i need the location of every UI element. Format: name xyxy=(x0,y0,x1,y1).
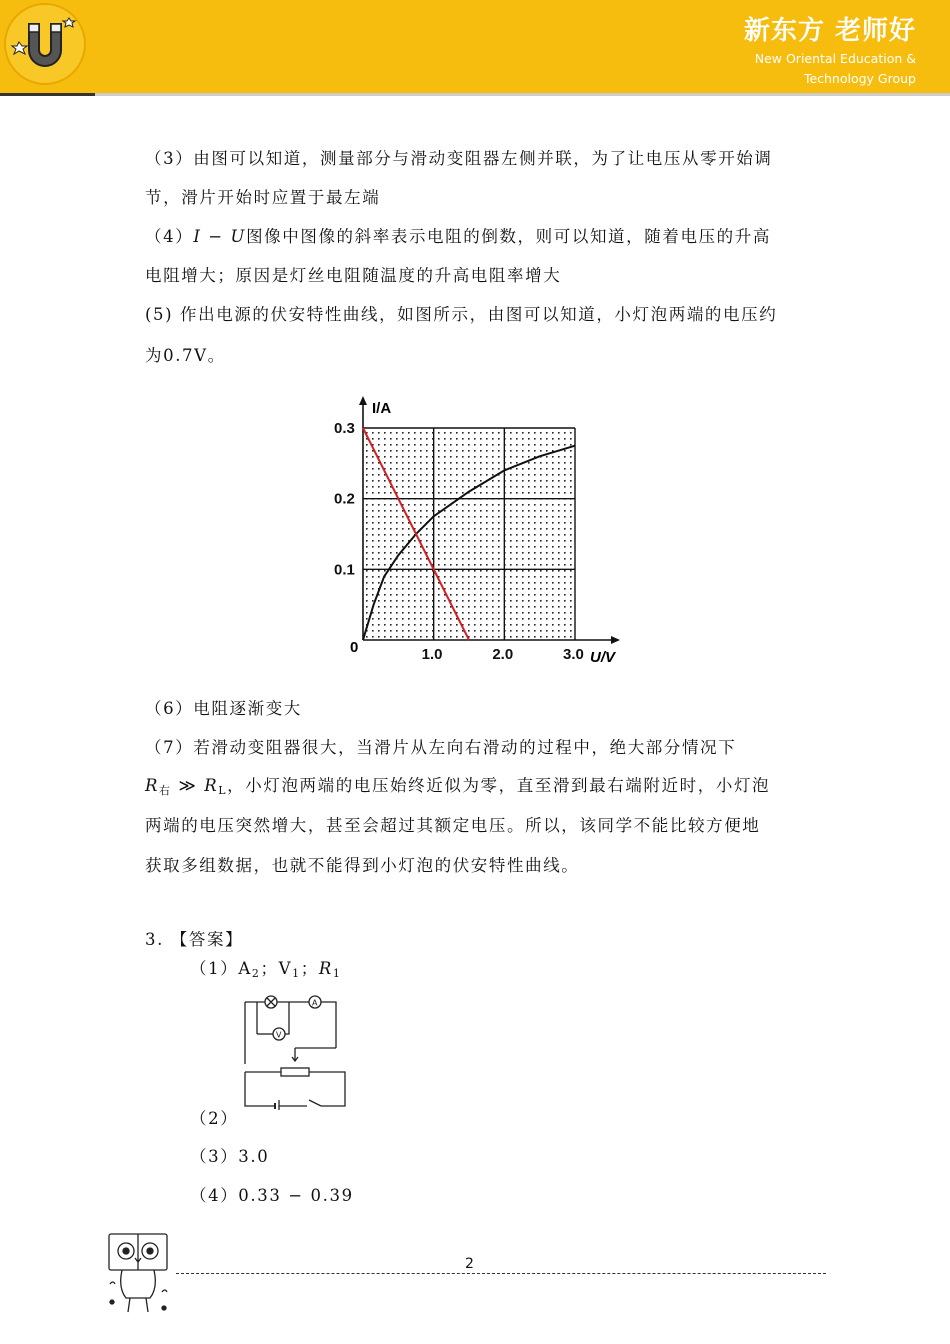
answer-3-part-2: （2） xyxy=(190,1109,239,1128)
footer-dashed-rule xyxy=(176,1273,826,1274)
header-divider-accent xyxy=(0,93,95,96)
much-greater-symbol: ≫ xyxy=(171,776,205,795)
iu-graph xyxy=(328,388,624,673)
header-divider xyxy=(0,93,950,96)
answer-3-part-4: （4）0.33 − 0.39 xyxy=(190,1186,354,1205)
part-1-sep-2: ； xyxy=(300,959,319,978)
circuit-wire xyxy=(309,1072,345,1106)
text-line-10: 两端的电压突然增大，甚至会超过其额定电压。所以，该同学不能比较方便地 xyxy=(145,816,761,835)
circuit-wire xyxy=(285,1002,289,1034)
brand-subtitle-en-1: New Oriental Education & xyxy=(754,51,916,66)
answer-3-part-3: （3）3.0 xyxy=(190,1147,270,1166)
text-line-9 xyxy=(145,772,770,798)
y-tick-label: 0.2 xyxy=(334,490,355,508)
r-right-symbol: R xyxy=(145,776,160,795)
owl-reading-book-icon xyxy=(104,1232,174,1316)
x-tick-label: 3.0 xyxy=(563,646,584,663)
iu-math: I − U xyxy=(193,227,247,246)
brand-block xyxy=(744,10,916,87)
y-tick-label: 0.1 xyxy=(334,561,355,579)
x-tick-label: 2.0 xyxy=(492,646,514,663)
r-right-subscript: 右 xyxy=(159,784,172,797)
voltmeter-subscript: 1 xyxy=(292,967,301,980)
r-l-symbol: R xyxy=(204,776,219,795)
switch-icon xyxy=(309,1100,321,1106)
circuit-wire xyxy=(245,1072,275,1106)
answer-3-part-1 xyxy=(190,955,341,980)
text-line-2: 节，滑片开始时应置于最左端 xyxy=(145,188,381,207)
rheostat-icon xyxy=(281,1068,309,1076)
voltmeter-symbol: V xyxy=(278,959,293,978)
page-number: 2 xyxy=(465,1256,474,1272)
r-l-subscript: L xyxy=(218,784,228,797)
text-line-1: （3）由图可以知道，测量部分与滑动变阻器左侧并联，为了让电压从零开始调 xyxy=(145,149,773,168)
text-line-8: （7）若滑动变阻器很大，当滑片从左向右滑动的过程中，绝大部分情况下 xyxy=(145,738,737,757)
brand-title-cn: 新东方 老师好 xyxy=(743,16,916,46)
svg-text:V: V xyxy=(276,1030,282,1040)
ammeter-subscript: 2 xyxy=(251,967,261,980)
brand-subtitle-en-2: Technology Group xyxy=(803,71,916,86)
origin-label: 0 xyxy=(350,639,359,656)
x-tick-label: 1.0 xyxy=(421,646,443,663)
text-line-6: 为0.7V。 xyxy=(145,346,226,365)
y-axis-arrow-icon xyxy=(359,396,367,405)
circuit-diagram xyxy=(243,990,349,1110)
text-line-3 xyxy=(145,223,771,247)
text-line-7: （6）电阻逐渐变大 xyxy=(145,699,302,718)
ammeter-symbol: A xyxy=(238,959,252,978)
y-axis-label: I/A xyxy=(372,400,392,417)
part-1-sep-1: ； xyxy=(260,959,279,978)
answer-3-heading: 3. 【答案】 xyxy=(145,930,244,949)
text-line-4: 电阻增大；原因是灯丝电阻随温度的升高电阻率增大 xyxy=(145,266,562,285)
circuit-wire-right xyxy=(321,1002,336,1048)
text-line-9-rest: ，小灯泡两端的电压始终近似为零，直至滑到最右端附近时，小灯泡 xyxy=(227,776,771,795)
part-1-prefix: （1） xyxy=(190,959,239,978)
svg-text:A: A xyxy=(312,998,318,1008)
resistor-symbol: R xyxy=(318,959,333,978)
magnet-logo-icon xyxy=(3,2,87,86)
resistor-subscript: 1 xyxy=(332,967,342,980)
x-axis-arrow-icon xyxy=(611,636,620,644)
lamp-cross-icon xyxy=(267,998,275,1006)
text-line-3-prefix: （4） xyxy=(145,227,194,246)
text-line-5: (5) 作出电源的伏安特性曲线，如图所示，由图可以知道，小灯泡两端的电压约 xyxy=(145,305,778,324)
graph-grid-dots xyxy=(363,428,575,640)
text-line-3-rest: 图像中图像的斜率表示电阻的倒数，则可以知道，随着电压的升高 xyxy=(246,227,771,246)
y-tick-label: 0.3 xyxy=(334,420,355,437)
text-line-11: 获取多组数据，也就不能得到小灯泡的伏安特性曲线。 xyxy=(145,856,580,875)
x-axis-label: U/V xyxy=(590,649,616,666)
